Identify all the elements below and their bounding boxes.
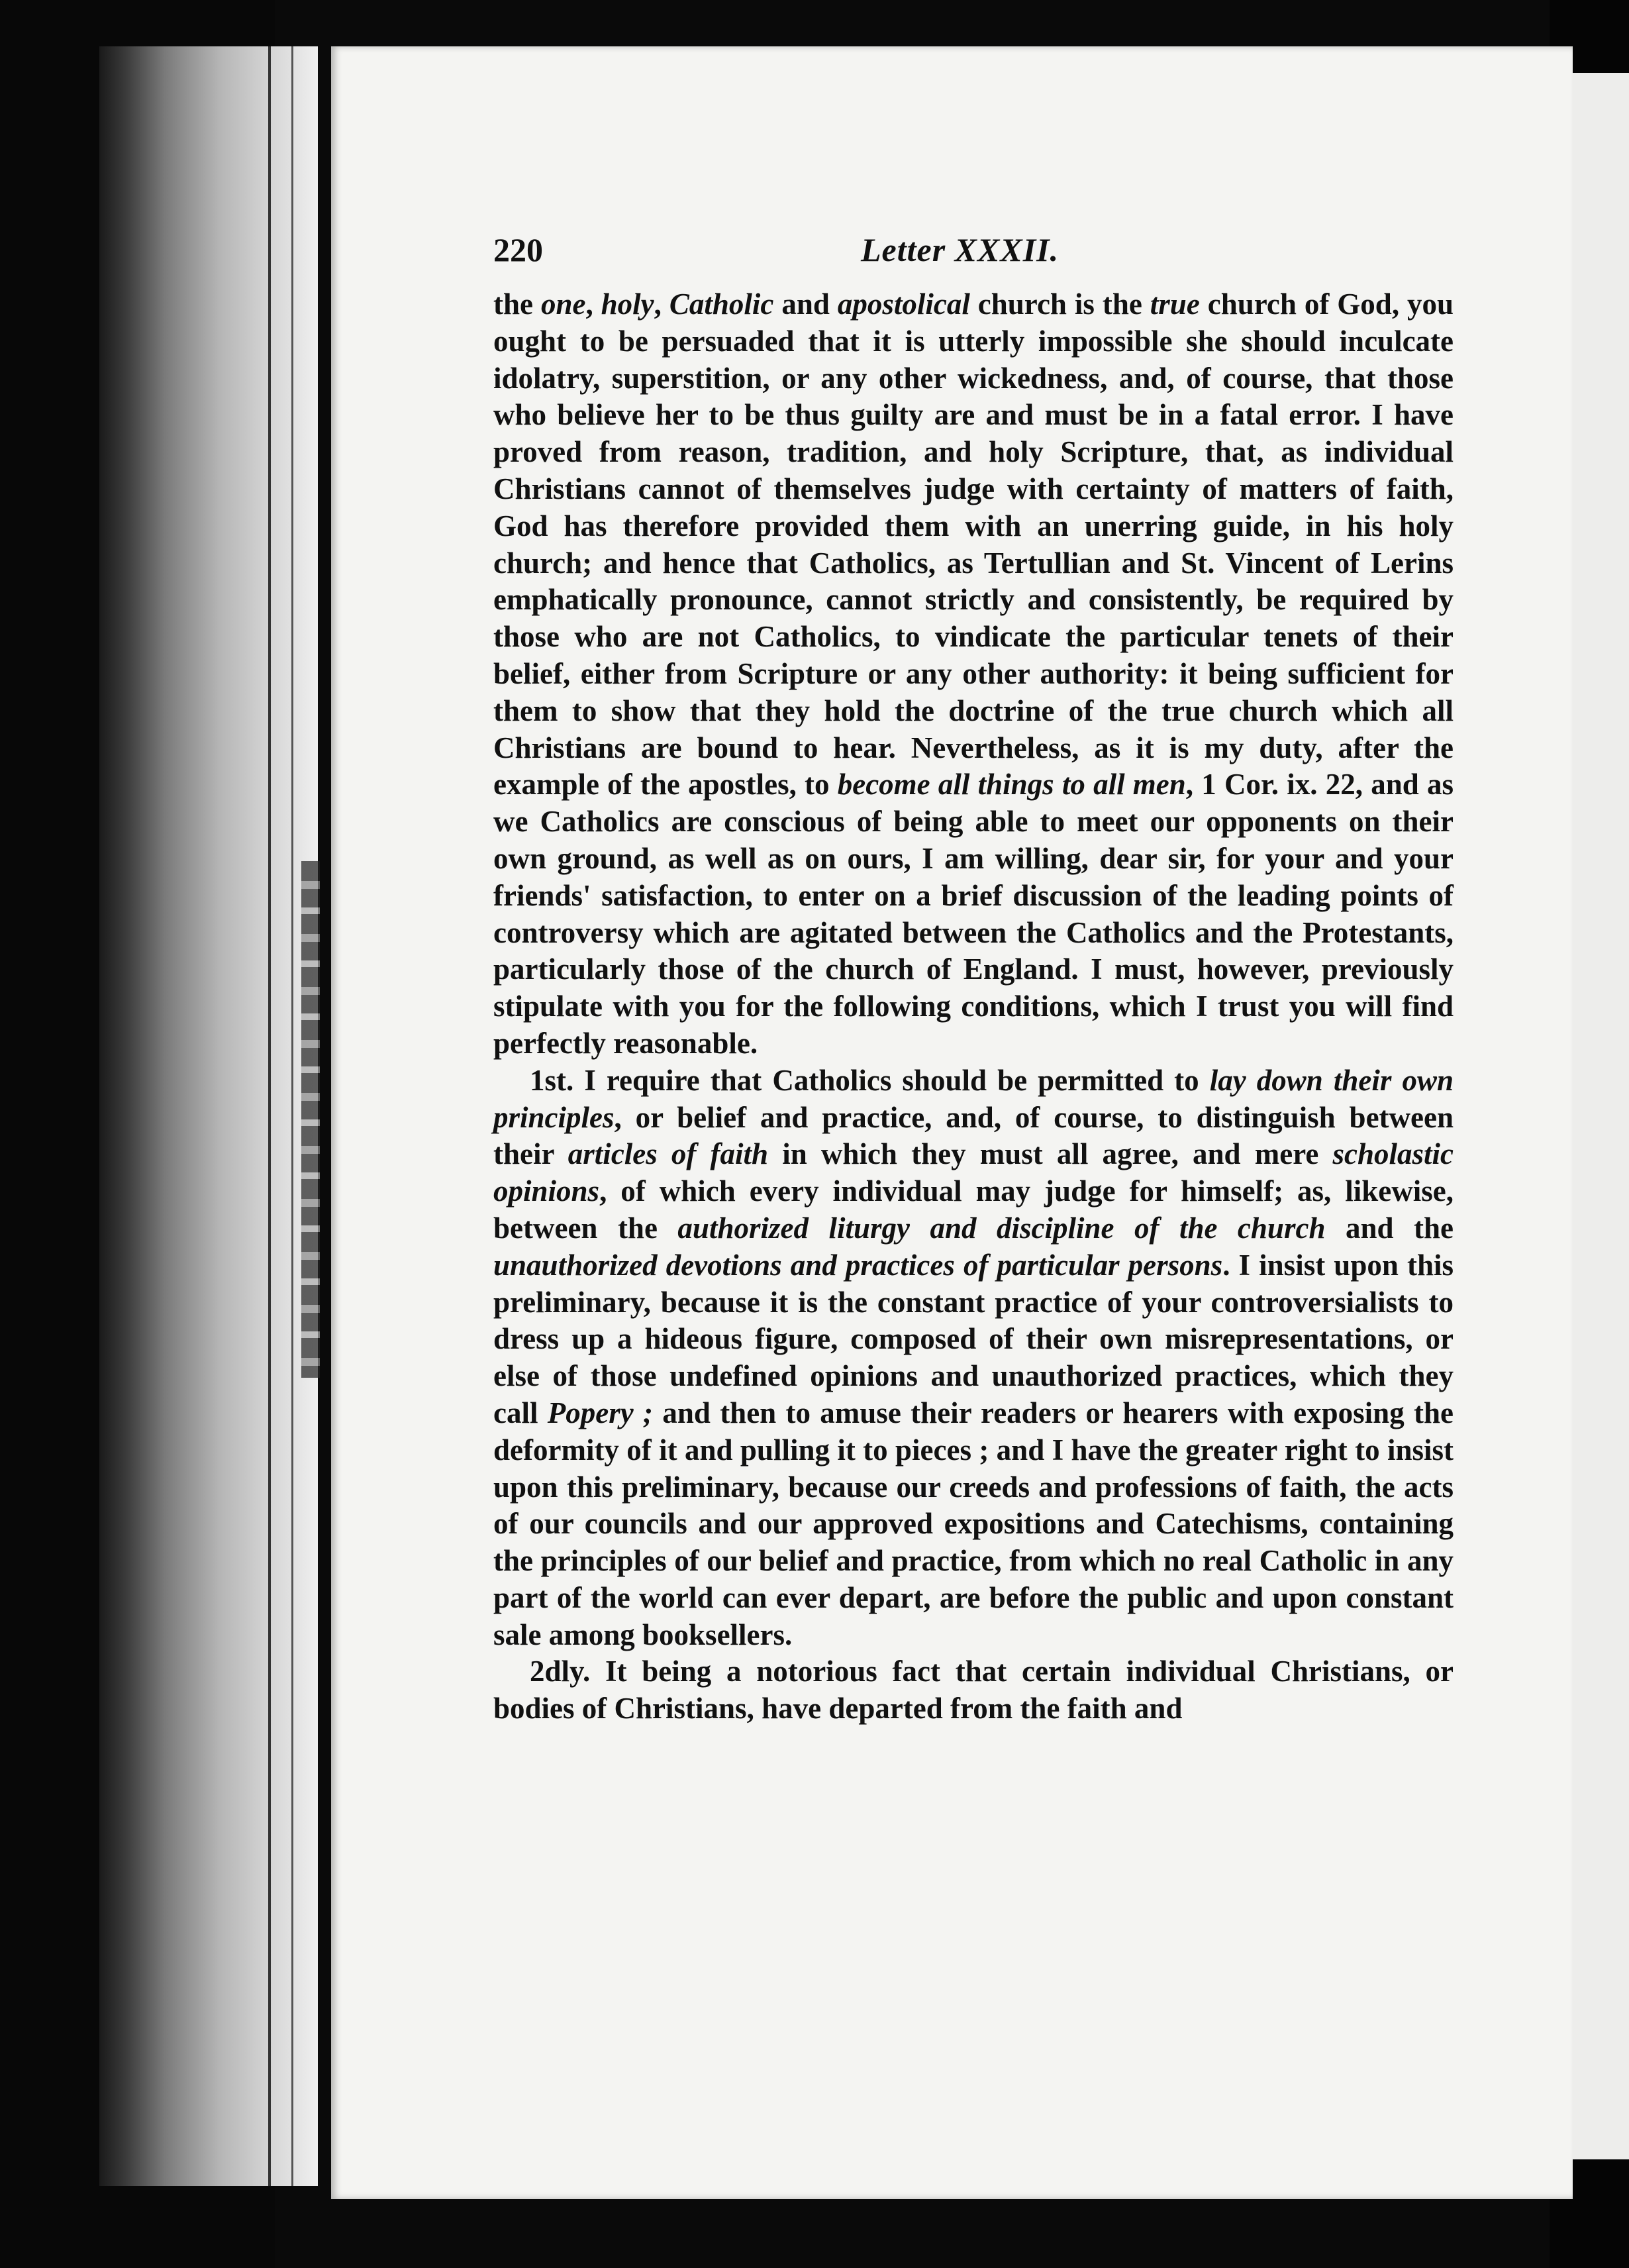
- text-run: in which they must all agree, and mere: [768, 1137, 1333, 1171]
- italic-text: Catholic: [669, 287, 774, 321]
- italic-text: scholastic opinions: [493, 1137, 1454, 1208]
- italic-text: lay down their own principles: [493, 1063, 1454, 1134]
- text-run: . I insist upon this preliminary, because it is the constant practice of your controversialists to dress up a hideous figure, composed of their own misrepresentations, or else of those undefined opinions and unauthorized practices, which they call: [493, 1248, 1454, 1429]
- text-run: the: [493, 287, 541, 321]
- italic-text: one: [540, 287, 586, 321]
- italic-text: holy: [601, 287, 654, 321]
- italic-text: true: [1150, 287, 1200, 321]
- scan-top-background: [278, 0, 1576, 46]
- paragraph: [493, 1062, 1454, 1654]
- italic-text: become all things to all men: [837, 768, 1186, 801]
- running-head: Letter XXXII.: [861, 231, 1060, 268]
- italic-text: articles of faith: [568, 1137, 769, 1171]
- paragraph: [493, 1653, 1454, 1727]
- text-run: church is the: [969, 287, 1150, 321]
- page-header: [493, 231, 1480, 277]
- text-run: , of which every individual may judge for himself; as, likewise, between the: [493, 1174, 1454, 1245]
- text-run: ,: [585, 287, 601, 321]
- text-run: ,: [654, 287, 669, 321]
- book-page-edges: [99, 46, 318, 2186]
- paragraph: [493, 286, 1454, 1062]
- italic-text: unauthorized devotions and practices of particular persons: [493, 1248, 1223, 1282]
- body-text: [493, 286, 1454, 1727]
- text-run: church of God, you ought to be persuaded that it is utterly impossible she should inculcate idolatry, superstition, or any other wickedness, and, of course, that those who believe her to be thus guilty are and must be in a fatal error. I have proved from reason, tradition, and holy Scripture, that, as individual Christians cannot of themselves judge with certainty of matters of faith, God has therefore provided them with an unerring guide, in his holy church; and hence that Catholics, as Tertullian and St. Vincent of Lerins emphatically pronounce, cannot strictly and consistently, be required by those who are not Catholics, to vindicate the particular tenets of their belief, either from Scripture or any other authority: it being sufficient for them to show that they hold the doctrine of the true church which all Christians are bound to hear. Nevertheless, as it is my duty, after the example of the apostles, to: [493, 287, 1454, 801]
- text-run: and the: [1325, 1211, 1454, 1245]
- text-run: , 1 Cor. ix. 22, and as we Catholics are conscious of being able to meet our opponents on their own ground, as well as on ours, I am willing, dear sir, for your and your friends' satisfaction, to enter on a brief discussion of the leading points of controversy which are agitated between the Catholics and the Protestants, particularly those of the church of England. I must, however, previously stipulate with you for the following conditions, which I trust you will find perfectly reasonable.: [493, 768, 1454, 1060]
- italic-text: apostolical: [837, 287, 970, 321]
- text-run: and then to amuse their readers or hearers with exposing the deformity of it and pulling it to pieces ; and I have the greater right to insist upon this preliminary, because our creeds and professions of faith, the acts of our councils and our approved expositions and Catechisms, containing the principles of our belief and practice, from which no real Catholic in any part of the world can ever depart, are before the public and upon constant sale among booksellers.: [493, 1396, 1454, 1651]
- italic-text: authorized liturgy and discipline of the church: [677, 1211, 1326, 1245]
- page-edge-line: [268, 46, 271, 2186]
- facing-page-edge: [1566, 73, 1629, 2159]
- text-run: 2dly. It being a notorious fact that certain individual Christians, or bodies of Christians, have departed from the faith and: [493, 1655, 1454, 1726]
- italic-text: Popery ;: [547, 1396, 654, 1429]
- binding-spine-marks: [301, 861, 320, 1378]
- text-run: 1st. I require that Catholics should be permitted to: [530, 1063, 1210, 1097]
- page-number: 220: [493, 231, 543, 268]
- page-edge-line: [291, 46, 293, 2186]
- text-run: , or belief and practice, and, of course, to distinguish between their: [493, 1100, 1454, 1171]
- text-run: and: [773, 287, 838, 321]
